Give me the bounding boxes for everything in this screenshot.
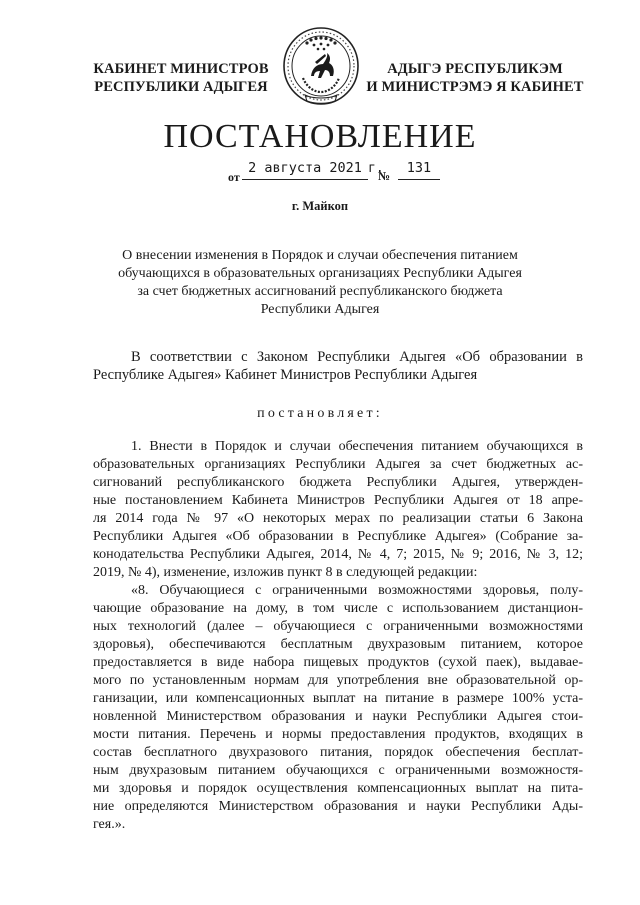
date-from-label: от bbox=[228, 170, 240, 184]
subject-line: Республики Адыгея bbox=[260, 302, 380, 317]
number-label: № bbox=[378, 169, 391, 183]
body-line: ным двухразовым питанием обучающихся с ограниченными возможностя- bbox=[93, 763, 583, 778]
body-line: мого по установленным нормам для употребления вне образовательной ор- bbox=[93, 673, 583, 688]
preamble-line: Республике Адыгея» Кабинет Министров Республики Адыгея bbox=[93, 367, 478, 383]
city: г. Майкоп bbox=[291, 199, 349, 213]
decree-word: постановляет: bbox=[257, 406, 383, 421]
document-title: ПОСТАНОВЛЕНИЕ bbox=[163, 118, 477, 155]
dateline bbox=[228, 160, 448, 188]
subject-line: за счет бюджетных ассигнований республиканского бюджета bbox=[137, 284, 503, 299]
header-right-line: И МИНИСТРЭМЭ Я КАБИНЕТ bbox=[366, 79, 584, 95]
header-left-line: КАБИНЕТ МИНИСТРОВ bbox=[93, 61, 269, 77]
header-right-line: АДЫГЭ РЕСПУБЛИКЭМ bbox=[387, 61, 563, 77]
body-line: мости питания. Перечень и нормы предоставления продуктов, входящих в bbox=[93, 727, 583, 742]
body-line: ля 2014 года № 97 «О некоторых мерах по реализации статьи 6 Закона bbox=[93, 511, 583, 526]
subject-line: О внесении изменения в Порядок и случаи обеспечения питанием bbox=[122, 248, 518, 263]
body-line: «8. Обучающиеся с ограниченными возможностями здоровья, полу- bbox=[131, 583, 583, 598]
body-line: гея.». bbox=[93, 817, 126, 832]
body-line: ганизации, или компенсационных выплат на питание в размере 100% уста- bbox=[93, 691, 583, 706]
header-right-ady bbox=[360, 60, 590, 96]
body-line: предоставляется в виде набора пищевых продуктов (сухой паек), выдавае- bbox=[93, 655, 583, 670]
body-line: 1. Внести в Порядок и случаи обеспечения питанием обучающихся в bbox=[131, 439, 583, 454]
body-line: чающие образование на дому, в том числе с использованием дистанцион- bbox=[93, 601, 583, 616]
body-line: образовательных организациях Республики Адыгея за счет бюджетных ас- bbox=[93, 457, 583, 472]
body-line: здоровья), обеспечиваются бесплатным двухразовым питанием, которое bbox=[93, 637, 583, 652]
subject-line: обучающихся в образовательных организациях Республики Адыгея bbox=[118, 266, 522, 281]
document-subject bbox=[0, 247, 640, 319]
body-line: сигнований республиканского бюджета Республики Адыгея, утвержден- bbox=[93, 475, 583, 490]
document-date: 2 августа 2021 bbox=[242, 160, 368, 180]
document-number: 131 bbox=[398, 160, 440, 180]
header-left-line: РЕСПУБЛИКИ АДЫГЕЯ bbox=[94, 79, 268, 95]
body-line: конодательства Республики Адыгея, 2014, № 4, 7; 2015, № 9; 2016, № 3, 12; bbox=[93, 547, 583, 562]
body-line: Республики Адыгея «Об образовании в Республике Адыгея» (Собрание за- bbox=[93, 529, 583, 544]
coat-of-arms-adygea-icon bbox=[281, 26, 361, 110]
year-suffix: г. bbox=[368, 161, 384, 176]
body-line: ние определяются Министерством образования и науки Республики Ады- bbox=[93, 799, 583, 814]
body-line: ми здоровья и порядок осуществления компенсационных выплат на пита- bbox=[93, 781, 583, 796]
preamble bbox=[93, 348, 583, 384]
document-body bbox=[93, 438, 583, 834]
body-line: новленной Министерством образования и науки Республики Адыгея стои- bbox=[93, 709, 583, 724]
body-line: 2019, № 4), изменение, изложив пункт 8 в следующей редакции: bbox=[93, 565, 478, 580]
header-left-ru bbox=[92, 60, 270, 96]
preamble-line: В соответствии с Законом Республики Адыгея «Об образовании в bbox=[131, 349, 583, 365]
body-line: ных технологий (далее – обучающиеся с ограниченными возможностями bbox=[93, 619, 583, 634]
body-line: ные постановлением Кабинета Министров Республики Адыгея от 18 апре- bbox=[93, 493, 583, 508]
body-line: состав бесплатного двухразового питания, порядок обеспечения бесплат- bbox=[93, 745, 583, 760]
